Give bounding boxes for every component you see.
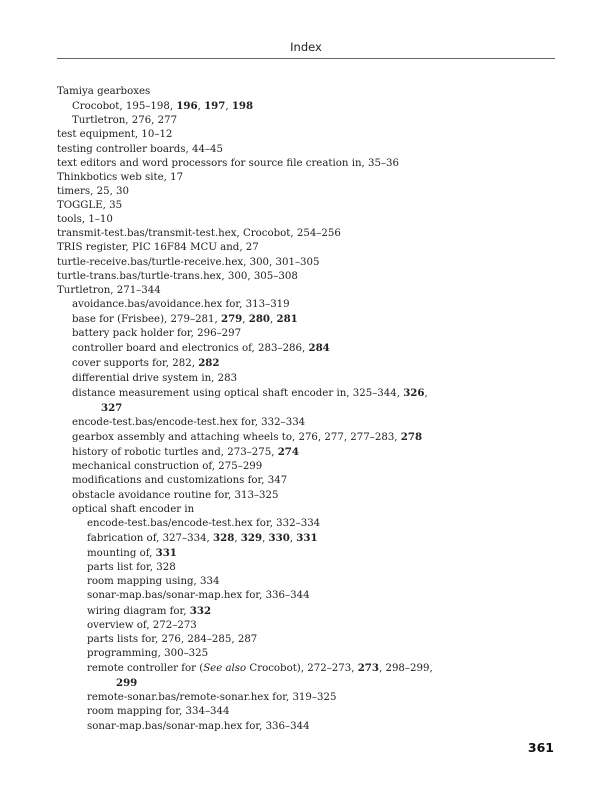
entry-text: , 298–299, <box>378 663 433 674</box>
index-entry <box>57 199 557 213</box>
entry-text: turtle-receive.bas/turtle-receive.hex, 300, 301–305 <box>57 256 320 268</box>
entry-text: parts lists for, 276, 284–285, 287 <box>87 633 258 645</box>
index-entry <box>57 312 557 327</box>
index-entry <box>57 430 557 445</box>
entry-text: mounting of, <box>87 548 156 559</box>
bold-page-ref: 197 <box>204 100 226 113</box>
index-entries <box>57 85 557 734</box>
entry-text: wiring diagram for, <box>87 605 190 617</box>
index-entry <box>57 589 557 603</box>
bold-page-ref: 328 <box>213 531 235 544</box>
index-entry <box>57 575 557 589</box>
index-entry <box>57 128 557 142</box>
entry-text: gearbox assembly and attaching wheels to, 276, 277, 277–283, <box>72 432 401 443</box>
index-entry <box>57 561 557 575</box>
index-entry <box>57 227 557 241</box>
index-entry <box>57 114 557 128</box>
entry-text: Thinkbotics web site, 17 <box>57 171 184 183</box>
index-entry <box>57 676 557 691</box>
entry-text: tools, 1–10 <box>57 214 113 226</box>
index-entry <box>57 445 557 460</box>
entry-text: mechanical construction of, 275–299 <box>72 461 263 473</box>
index-entry <box>57 171 557 185</box>
entry-text: history of robotic turtles and, 273–275, <box>72 447 278 459</box>
bold-page-ref: 273 <box>357 662 379 674</box>
index-entry <box>57 185 557 199</box>
index-entry <box>57 341 557 356</box>
entry-text: Turtletron, 276, 277 <box>72 115 178 127</box>
index-entry <box>57 99 557 114</box>
entry-text: encode-test.bas/encode-test.hex for, 332–334 <box>87 517 321 529</box>
index-entry <box>57 691 557 705</box>
entry-text: transmit-test.bas/transmit-test.hex, Crocobot, 254–256 <box>57 228 341 240</box>
entry-text: differential drive system in, 283 <box>72 372 238 384</box>
bold-page-ref: 326 <box>403 386 425 399</box>
index-entry <box>57 143 557 157</box>
entry-text: Turtletron, 271–344 <box>57 284 161 296</box>
index-entry <box>57 401 557 416</box>
bold-page-ref: 280 <box>248 313 271 325</box>
entry-text: , <box>234 532 241 544</box>
entry-text: obstacle avoidance routine for, 313–325 <box>72 489 279 501</box>
index-entry <box>57 284 557 298</box>
index-entry <box>57 633 557 647</box>
entry-text: text editors and word processors for source file creation in, 35–36 <box>57 157 400 169</box>
see-also-text: See also <box>203 663 247 674</box>
index-entry <box>57 604 557 619</box>
index-entry <box>57 474 557 488</box>
entry-text: , <box>225 101 232 113</box>
index-entry <box>57 256 557 270</box>
entry-text: remote-sonar.bas/remote-sonar.hex for, 319–325 <box>87 692 337 704</box>
running-header: Index <box>290 40 322 54</box>
entry-text: , <box>289 532 297 544</box>
index-entry <box>57 298 557 312</box>
bold-page-ref: 198 <box>231 100 254 113</box>
bold-page-ref: 299 <box>116 677 138 690</box>
entry-text: testing controller boards, 44–45 <box>57 143 224 155</box>
entry-text: turtle-trans.bas/turtle-trans.hex, 300, 305–308 <box>57 270 298 282</box>
entry-text: parts list for, 328 <box>87 562 176 574</box>
entry-text: fabrication of, 327–334, <box>87 532 214 544</box>
index-entry <box>57 85 557 99</box>
entry-text: , <box>262 532 269 544</box>
header-rule <box>57 58 555 59</box>
bold-page-ref: 327 <box>101 401 123 414</box>
bold-page-ref: 274 <box>277 446 299 459</box>
bold-page-ref: 196 <box>176 100 198 113</box>
entry-text: room mapping using, 334 <box>87 576 220 588</box>
entry-text: Crocobot), 272–273, <box>246 663 358 674</box>
index-entry <box>57 647 557 661</box>
entry-text: , <box>424 387 428 399</box>
entry-text: cover supports for, 282, <box>72 358 199 370</box>
index-entry <box>57 460 557 474</box>
entry-text: Crocobot, 195–198, <box>72 101 177 113</box>
entry-text: , <box>242 314 249 325</box>
entry-text: sonar-map.bas/sonar-map.hex for, 336–344 <box>87 720 310 732</box>
entry-text: test equipment, 10–12 <box>57 129 173 141</box>
index-entry <box>57 416 557 430</box>
entry-text: avoidance.bas/avoidance.hex for, 313–319 <box>72 298 290 310</box>
bold-page-ref: 330 <box>268 531 290 544</box>
index-entry <box>57 356 557 371</box>
entry-text: timers, 25, 30 <box>57 185 130 197</box>
index-entry <box>57 705 557 719</box>
index-entry <box>57 386 557 401</box>
index-entry <box>57 241 557 255</box>
entry-text: overview of, 272–273 <box>87 619 197 631</box>
entry-text: modifications and customizations for, 347 <box>72 475 288 487</box>
bold-page-ref: 329 <box>240 531 263 544</box>
index-entry <box>57 270 557 284</box>
bold-page-ref: 284 <box>308 342 330 355</box>
bold-page-ref: 279 <box>221 313 243 325</box>
index-entry <box>57 720 557 734</box>
entry-text: controller board and electronics of, 283–286, <box>72 343 309 355</box>
bold-page-ref: 282 <box>198 357 220 370</box>
bold-page-ref: 331 <box>155 547 177 559</box>
entry-text: remote controller for ( <box>87 663 204 674</box>
entry-text: sonar-map.bas/sonar-map.hex for, 336–344 <box>87 590 310 602</box>
entry-text: TOGGLE, 35 <box>57 200 123 211</box>
bold-page-ref: 331 <box>296 531 318 544</box>
entry-text: programming, 300–325 <box>87 647 209 659</box>
entry-text: Tamiya gearboxes <box>57 86 151 97</box>
entry-text: battery pack holder for, 296–297 <box>72 328 242 340</box>
entry-text: optical shaft encoder in <box>72 503 195 515</box>
index-entry <box>57 327 557 341</box>
index-entry <box>57 157 557 171</box>
index-entry <box>57 489 557 503</box>
entry-text: base for (Frisbee), 279–281, <box>72 314 221 325</box>
index-entry <box>57 517 557 531</box>
bold-page-ref: 332 <box>189 604 212 617</box>
index-entry <box>57 546 557 561</box>
index-entry <box>57 503 557 517</box>
entry-text: room mapping for, 334–344 <box>87 706 230 718</box>
index-entry <box>57 372 557 386</box>
index-entry <box>57 661 557 676</box>
index-entry <box>57 619 557 633</box>
bold-page-ref: 278 <box>400 431 423 443</box>
index-entry <box>57 531 557 546</box>
entry-text: , <box>270 314 277 325</box>
entry-text: encode-test.bas/encode-test.hex for, 332–334 <box>72 416 306 428</box>
entry-text: , <box>197 101 205 113</box>
entry-text: distance measurement using optical shaft encoder in, 325–344, <box>72 387 404 399</box>
bold-page-ref: 281 <box>276 313 298 325</box>
page-number: 361 <box>527 740 554 755</box>
index-entry <box>57 213 557 227</box>
entry-text: TRIS register, PIC 16F84 MCU and, 27 <box>57 242 259 254</box>
